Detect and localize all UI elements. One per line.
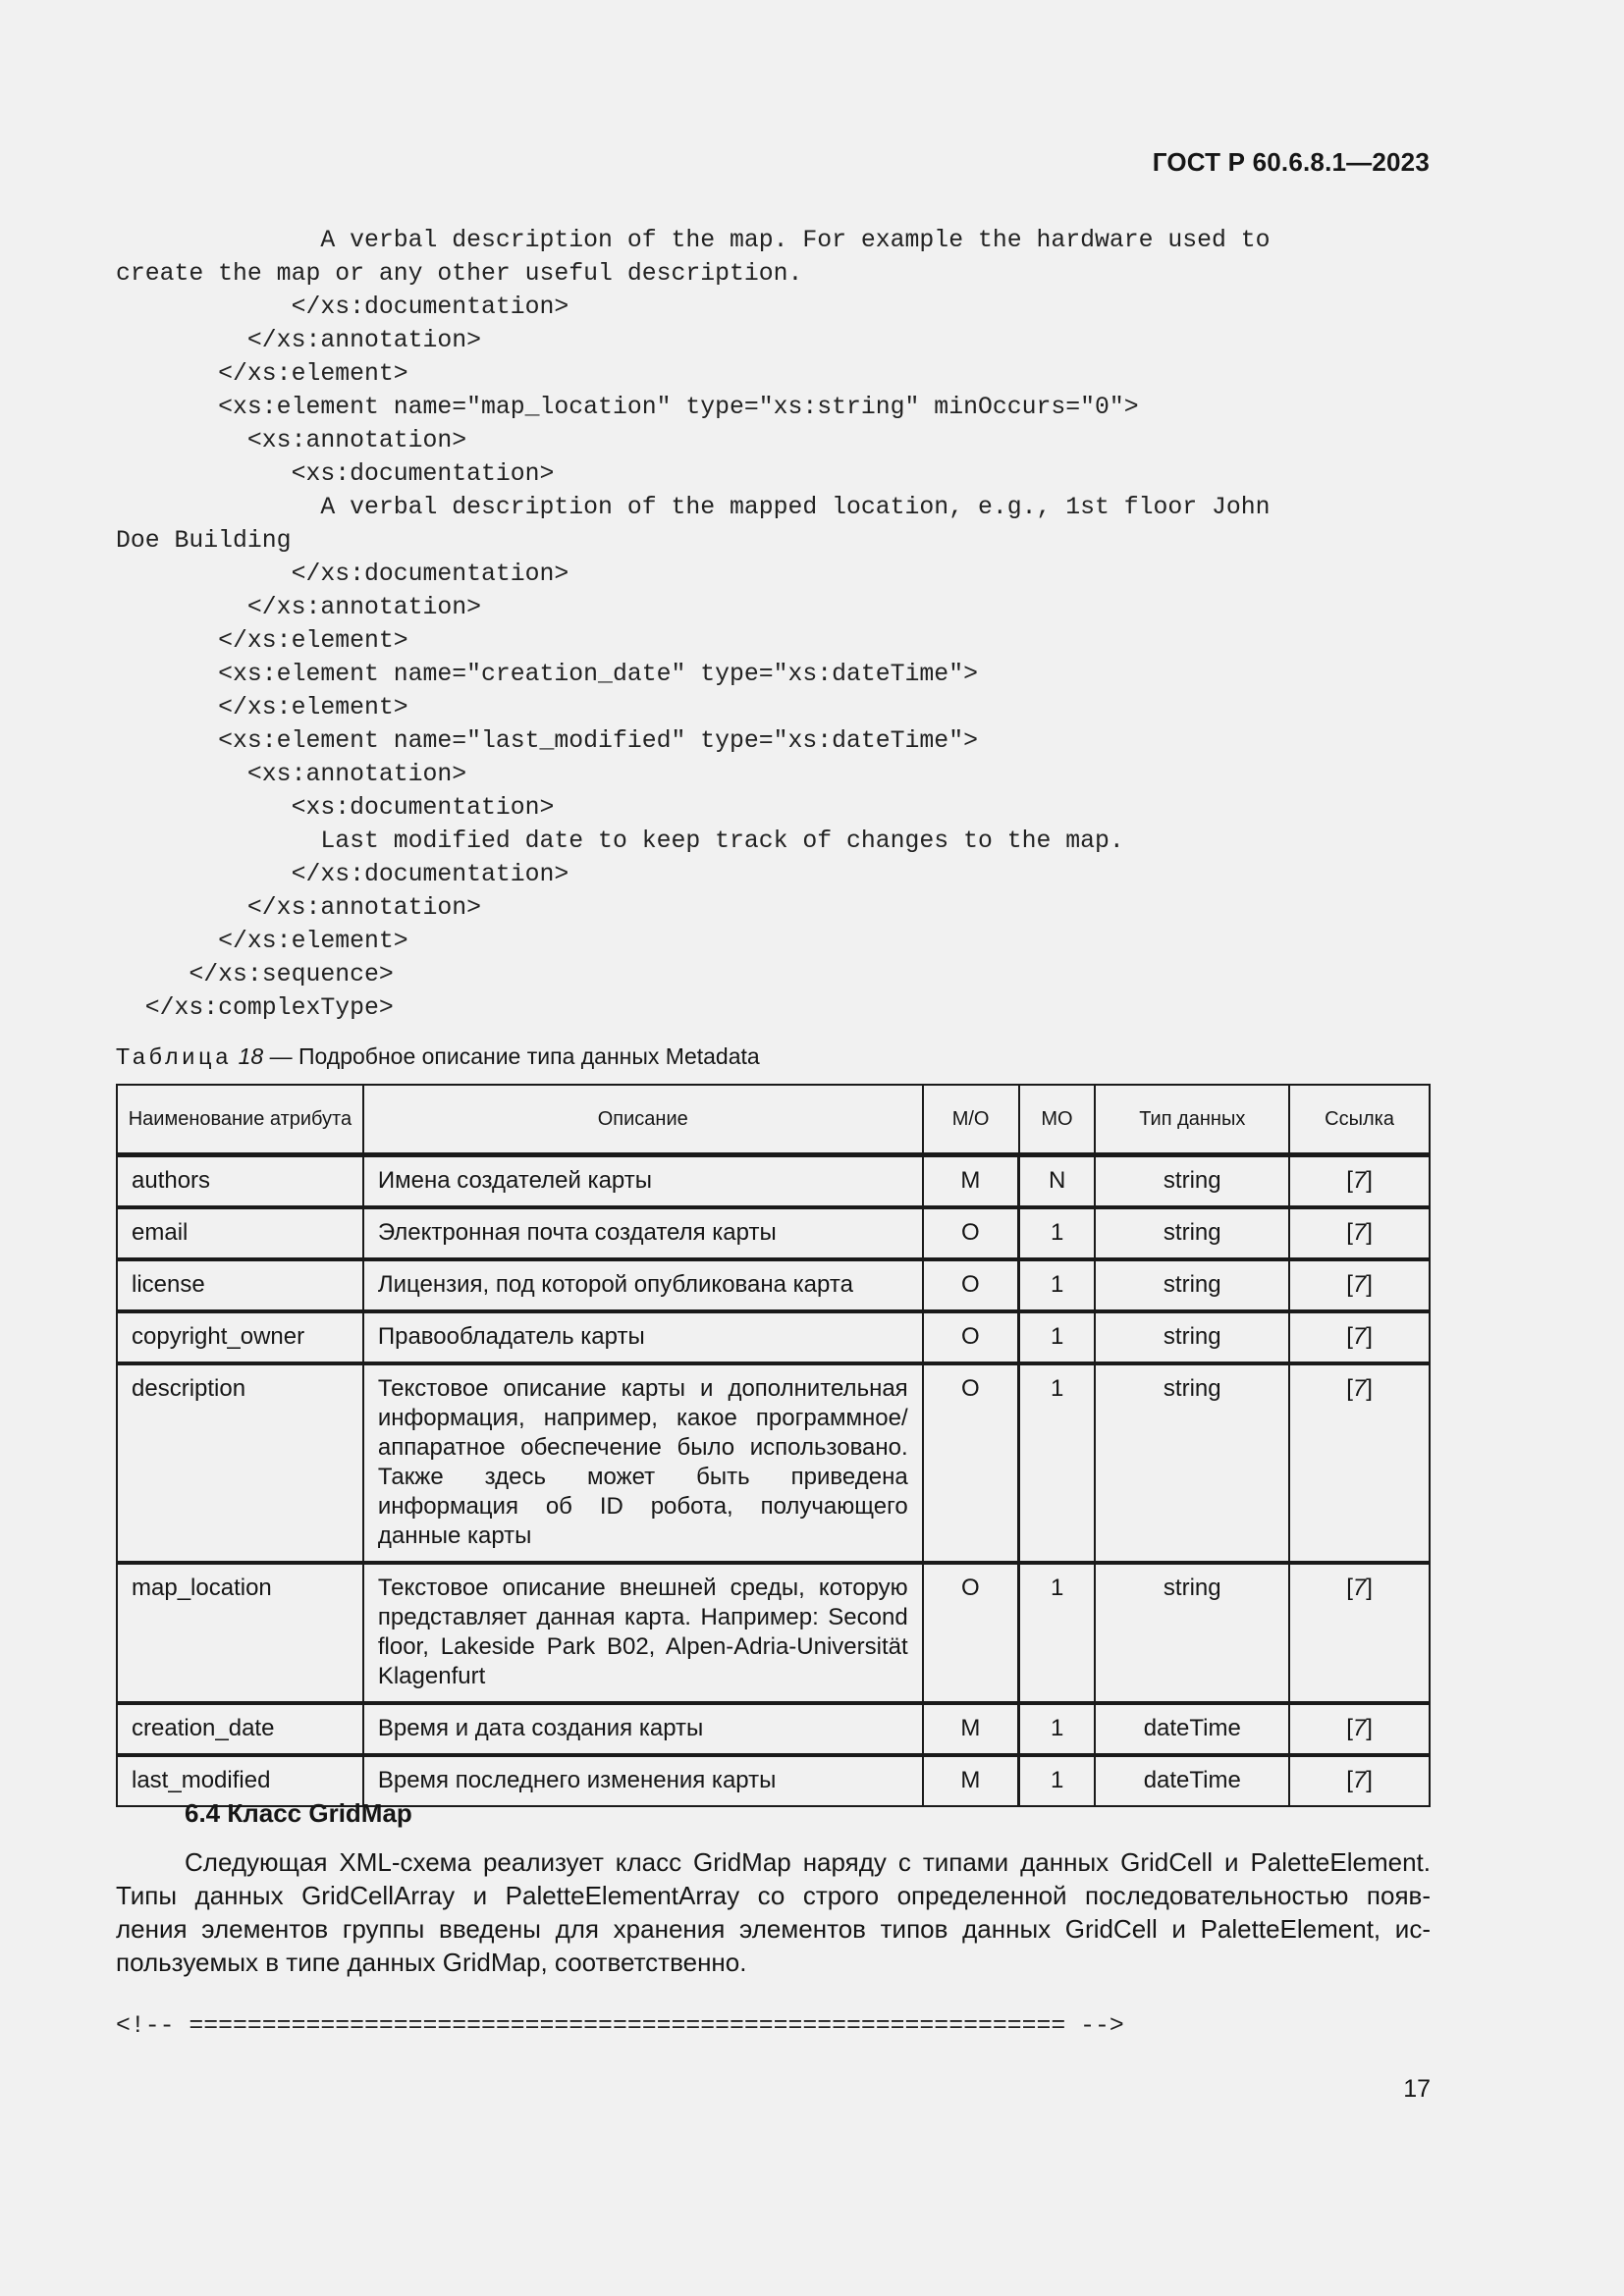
xml-comment-line: <!-- ============================================================ --> (116, 2012, 1124, 2040)
table-row (117, 1207, 1430, 1259)
code-line: Last modified date to keep track of changes to the map. (116, 828, 1124, 855)
reference-number: 7 (1352, 1575, 1367, 1601)
section-heading: 6.4 Класс GridMap (185, 1798, 412, 1828)
table-header-row (117, 1085, 1430, 1155)
cell-attribute: authors (117, 1155, 363, 1208)
cell-mo: M (923, 1155, 1019, 1208)
code-line: </xs:annotation> (116, 327, 482, 354)
cell-description: Электронная почта создателя карты (363, 1207, 923, 1259)
cell-reference: [7] (1289, 1155, 1430, 1208)
table-row (117, 1363, 1430, 1563)
cell-description: Лицензия, под которой опубликована карта (363, 1259, 923, 1311)
cell-mo: M (923, 1703, 1019, 1755)
reference-number: 7 (1352, 1767, 1367, 1793)
standard-number: ГОСТ Р 60.6.8.1—2023 (1152, 147, 1430, 177)
cell-attribute: email (117, 1207, 363, 1259)
cell-multiplicity: 1 (1019, 1259, 1096, 1311)
code-line: Doe Building (116, 527, 292, 555)
cell-reference: [7] (1289, 1363, 1430, 1563)
code-line: </xs:documentation> (116, 561, 569, 588)
reference-number: 7 (1352, 1167, 1367, 1194)
table-caption-text: — Подробное описание типа данных Metadata (269, 1043, 760, 1069)
cell-reference: [7] (1289, 1563, 1430, 1703)
cell-data-type: string (1095, 1363, 1289, 1563)
cell-mo: O (923, 1363, 1019, 1563)
code-line: </xs:complexType> (116, 994, 394, 1022)
cell-data-type: dateTime (1095, 1755, 1289, 1806)
code-line: </xs:annotation> (116, 594, 482, 621)
reference-number: 7 (1352, 1715, 1367, 1741)
cell-data-type: string (1095, 1563, 1289, 1703)
cell-attribute: map_location (117, 1563, 363, 1703)
cell-multiplicity: 1 (1019, 1563, 1096, 1703)
paragraph-line: Следующая XML-схема реализует класс GridMap наряду с типами данных GridCell и PaletteElement. (185, 1847, 1431, 1877)
cell-attribute: description (117, 1363, 363, 1563)
cell-attribute: creation_date (117, 1703, 363, 1755)
table-caption-label: Таблица (116, 1043, 233, 1069)
page-number: 17 (1403, 2075, 1431, 2103)
cell-reference: [7] (1289, 1755, 1430, 1806)
code-line: </xs:documentation> (116, 861, 569, 888)
code-line: A verbal description of the mapped location, e.g., 1st floor John (116, 494, 1271, 521)
code-line: <xs:element name="map_location" type="xs:string" minOccurs="0"> (116, 394, 1139, 421)
code-line: <xs:documentation> (116, 460, 555, 488)
code-line: <xs:annotation> (116, 761, 467, 788)
cell-description: Время и дата создания карты (363, 1703, 923, 1755)
table-caption (116, 1043, 760, 1070)
header-data-type: Тип данных (1095, 1085, 1289, 1155)
paragraph-line: пользуемых в типе данных GridMap, соответственно. (116, 1948, 747, 1977)
cell-multiplicity: 1 (1019, 1207, 1096, 1259)
table-row (117, 1155, 1430, 1208)
header-description: Описание (363, 1085, 923, 1155)
cell-data-type: string (1095, 1207, 1289, 1259)
paragraph-line: ления элементов группы введены для хранения элементов типов данных GridCell и PaletteElement, ис- (116, 1914, 1431, 1944)
cell-attribute: license (117, 1259, 363, 1311)
cell-multiplicity: 1 (1019, 1311, 1096, 1363)
paragraph-line: Типы данных GridCellArray и PaletteElementArray со строго определенной последовательностью появ- (116, 1881, 1431, 1910)
cell-reference: [7] (1289, 1207, 1430, 1259)
cell-attribute: copyright_owner (117, 1311, 363, 1363)
code-line: <xs:documentation> (116, 794, 555, 822)
cell-data-type: string (1095, 1155, 1289, 1208)
cell-reference: [7] (1289, 1311, 1430, 1363)
table-row (117, 1259, 1430, 1311)
reference-number: 7 (1352, 1271, 1367, 1298)
code-line: </xs:element> (116, 694, 408, 721)
table-row (117, 1311, 1430, 1363)
code-line: </xs:documentation> (116, 294, 569, 321)
code-line: <xs:element name="creation_date" type="xs:dateTime"> (116, 661, 978, 688)
cell-description: Правообладатель карты (363, 1311, 923, 1363)
code-line: create the map or any other useful description. (116, 260, 803, 288)
table-body (117, 1155, 1430, 1807)
header-mo: M/O (923, 1085, 1019, 1155)
cell-description: Текстовое описание карты и дополнительная информация, например, какое программное/ аппаратное обеспечение было использовано. Также здесь может быть приведена информация об ID робота, получающего данные карты (363, 1363, 923, 1563)
code-line: </xs:sequence> (116, 961, 394, 988)
cell-mo: O (923, 1563, 1019, 1703)
xml-code-block (116, 224, 1432, 1025)
cell-description: Имена создателей карты (363, 1155, 923, 1208)
code-line: </xs:annotation> (116, 894, 482, 922)
cell-reference: [7] (1289, 1703, 1430, 1755)
table-row (117, 1703, 1430, 1755)
cell-data-type: string (1095, 1311, 1289, 1363)
cell-mo: O (923, 1311, 1019, 1363)
code-line: A verbal description of the map. For example the hardware used to (116, 227, 1271, 254)
cell-data-type: dateTime (1095, 1703, 1289, 1755)
cell-multiplicity: 1 (1019, 1703, 1096, 1755)
code-line: <xs:annotation> (116, 427, 467, 454)
table-caption-number: 18 (238, 1043, 264, 1069)
cell-description: Время последнего изменения карты (363, 1755, 923, 1806)
code-line: </xs:element> (116, 928, 408, 955)
table-row (117, 1563, 1430, 1703)
code-line: </xs:element> (116, 360, 408, 388)
cell-multiplicity: 1 (1019, 1363, 1096, 1563)
cell-mo: O (923, 1259, 1019, 1311)
code-line: <xs:element name="last_modified" type="xs:dateTime"> (116, 727, 978, 755)
cell-description: Текстовое описание внешней среды, которую представляет данная карта. Например: Second floor, Lakeside Park B02, Alpen-Adria-Universität Klagenfurt (363, 1563, 923, 1703)
cell-multiplicity: 1 (1019, 1755, 1096, 1806)
cell-mo: O (923, 1207, 1019, 1259)
header-multiplicity: MO (1019, 1085, 1096, 1155)
code-line: </xs:element> (116, 627, 408, 655)
reference-number: 7 (1352, 1219, 1367, 1246)
cell-attribute: last_modified (117, 1755, 363, 1806)
cell-mo: M (923, 1755, 1019, 1806)
section-paragraph (116, 1845, 1431, 1979)
header-reference: Ссылка (1289, 1085, 1430, 1155)
metadata-table (116, 1084, 1431, 1807)
cell-reference: [7] (1289, 1259, 1430, 1311)
header-attribute: Наименование атрибута (117, 1085, 363, 1155)
cell-multiplicity: N (1019, 1155, 1096, 1208)
cell-data-type: string (1095, 1259, 1289, 1311)
reference-number: 7 (1352, 1375, 1367, 1402)
reference-number: 7 (1352, 1323, 1367, 1350)
